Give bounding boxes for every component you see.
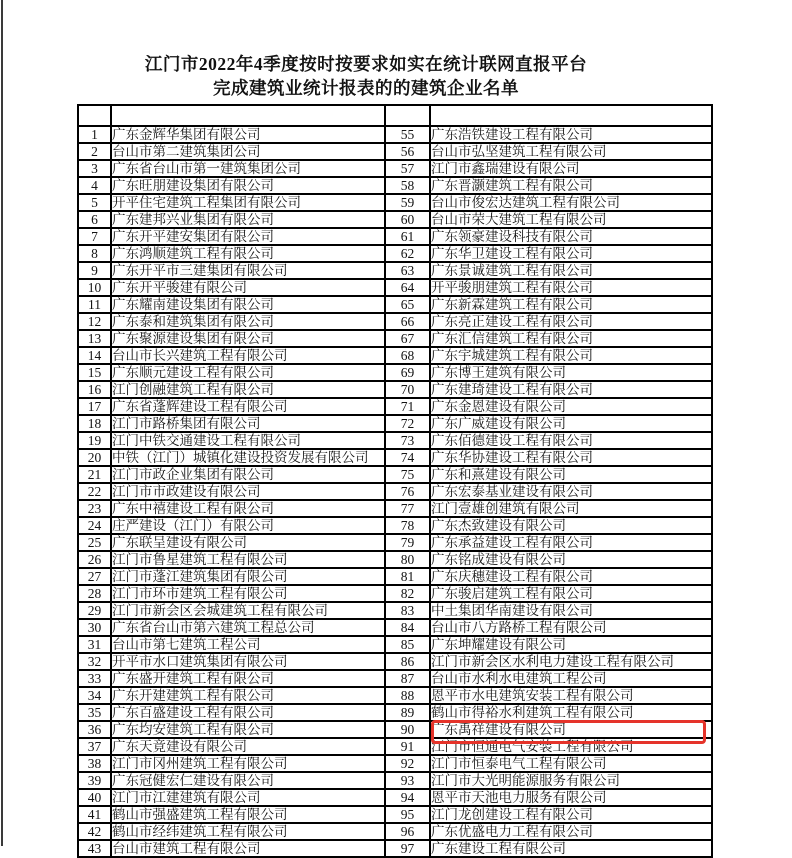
row-number-cell: 23 (78, 500, 111, 517)
page-title-line2: 完成建筑业统计报表的的建筑企业名单 (213, 77, 519, 98)
company-name-cell: 江门壹雄创建筑有限公司 (430, 500, 712, 517)
table-row (78, 483, 712, 500)
table-row (78, 636, 712, 653)
table-row (78, 330, 712, 347)
page-title (0, 53, 732, 100)
row-number-cell: 11 (78, 296, 111, 313)
table-row (78, 228, 712, 245)
table-row (78, 398, 712, 415)
company-name-cell: 广东天竟建设有限公司 (111, 738, 385, 755)
table-row (78, 296, 712, 313)
company-name-cell: 广东华卫建设工程有限公司 (430, 245, 712, 262)
row-number-cell: 95 (385, 806, 430, 823)
header-name-cell-left (111, 105, 385, 126)
row-number-cell: 32 (78, 653, 111, 670)
row-number-cell: 43 (78, 840, 111, 857)
table-row (78, 500, 712, 517)
table-row (78, 738, 712, 755)
row-number-cell: 10 (78, 279, 111, 296)
company-name-cell: 台山市俊宏达建筑工程有限公司 (430, 194, 712, 211)
row-number-cell: 59 (385, 194, 430, 211)
company-name-cell: 广东亮正建设工程有限公司 (430, 313, 712, 330)
table-row (78, 432, 712, 449)
row-number-cell: 3 (78, 160, 111, 177)
row-number-cell: 63 (385, 262, 430, 279)
table-row (78, 806, 712, 823)
row-number-cell: 73 (385, 432, 430, 449)
row-number-cell: 91 (385, 738, 430, 755)
company-name-cell: 广东金辉华集团有限公司 (111, 126, 385, 143)
row-number-cell: 92 (385, 755, 430, 772)
company-name-cell: 广东优盛电力工程有限公司 (430, 823, 712, 840)
row-number-cell: 2 (78, 143, 111, 160)
table-row (78, 721, 712, 738)
company-name-cell: 江门中铁交通建设工程有限公司 (111, 432, 385, 449)
table-row (78, 449, 712, 466)
table-row (78, 772, 712, 789)
company-name-cell: 广东均安建筑工程有限公司 (111, 721, 385, 738)
company-name-cell: 江门市蓬江建筑集团有限公司 (111, 568, 385, 585)
company-name-cell: 广东聚源建设集团有限公司 (111, 330, 385, 347)
table-row (78, 602, 712, 619)
table-row (78, 364, 712, 381)
row-number-cell: 35 (78, 704, 111, 721)
row-number-cell: 40 (78, 789, 111, 806)
row-number-cell: 36 (78, 721, 111, 738)
table-row (78, 177, 712, 194)
company-name-cell: 广东铭成建设有限公司 (430, 551, 712, 568)
company-name-cell: 广东汇信建筑工程有限公司 (430, 330, 712, 347)
row-number-cell: 38 (78, 755, 111, 772)
company-name-cell: 广东景诚建筑工程有限公司 (430, 262, 712, 279)
row-number-cell: 74 (385, 449, 430, 466)
table-header-row (78, 105, 712, 126)
company-name-cell: 开平骏朋建筑工程有限公司 (430, 279, 712, 296)
row-number-cell: 69 (385, 364, 430, 381)
row-number-cell: 41 (78, 806, 111, 823)
company-name-cell: 鹤山市得裕水利建筑工程有限公司 (430, 704, 712, 721)
row-number-cell: 34 (78, 687, 111, 704)
table-row (78, 415, 712, 432)
company-name-cell: 广东省台山市第六建筑工程总公司 (111, 619, 385, 636)
company-name-cell: 台山市八方路桥工程有限公司 (430, 619, 712, 636)
row-number-cell: 71 (385, 398, 430, 415)
company-name-cell: 江门市江建建筑有限公司 (111, 789, 385, 806)
row-number-cell: 39 (78, 772, 111, 789)
row-number-cell: 58 (385, 177, 430, 194)
row-number-cell: 20 (78, 449, 111, 466)
row-number-cell: 16 (78, 381, 111, 398)
company-name-cell: 广东省台山市第一建筑集团公司 (111, 160, 385, 177)
table-row (78, 160, 712, 177)
company-name-cell: 广东骏启建筑工程有限公司 (430, 585, 712, 602)
row-number-cell: 88 (385, 687, 430, 704)
company-name-cell: 广东建邦兴业集团有限公司 (111, 211, 385, 228)
table-row (78, 789, 712, 806)
row-number-cell: 64 (385, 279, 430, 296)
row-number-cell: 42 (78, 823, 111, 840)
row-number-cell: 62 (385, 245, 430, 262)
row-number-cell: 86 (385, 653, 430, 670)
table-row (78, 143, 712, 160)
company-name-cell: 广东佰德建设工程有限公司 (430, 432, 712, 449)
company-name-cell: 广东鸿顺建筑工程有限公司 (111, 245, 385, 262)
row-number-cell: 68 (385, 347, 430, 364)
company-name-cell: 广东耀南建设集团有限公司 (111, 296, 385, 313)
company-name-cell: 广东杰致建设有限公司 (430, 517, 712, 534)
company-name-cell: 广东新霖建筑工程有限公司 (430, 296, 712, 313)
company-name-cell: 台山市建筑工程有限公司 (111, 840, 385, 857)
company-name-cell: 江门市新会区会城建筑工程有限公司 (111, 602, 385, 619)
row-number-cell: 96 (385, 823, 430, 840)
company-name-cell: 广东百盛建设工程有限公司 (111, 704, 385, 721)
company-name-cell: 开平市水口建筑集团有限公司 (111, 653, 385, 670)
company-name-cell: 江门创融建筑工程有限公司 (111, 381, 385, 398)
company-name-cell: 江门市政企业集团有限公司 (111, 466, 385, 483)
table-row (78, 755, 712, 772)
row-number-cell: 6 (78, 211, 111, 228)
company-name-cell: 江门市市政建设有限公司 (111, 483, 385, 500)
table-row-partial (78, 840, 712, 857)
row-number-cell: 81 (385, 568, 430, 585)
company-name-cell: 江门市冈州建筑工程有限公司 (111, 755, 385, 772)
company-name-cell: 广东中禧建设工程有限公司 (111, 500, 385, 517)
row-number-cell: 67 (385, 330, 430, 347)
table-row (78, 585, 712, 602)
row-number-cell: 83 (385, 602, 430, 619)
company-name-cell: 台山市水利水电建筑工程公司 (430, 670, 712, 687)
row-number-cell: 12 (78, 313, 111, 330)
header-name-cell-right (430, 105, 712, 126)
row-number-cell: 25 (78, 534, 111, 551)
row-number-cell: 80 (385, 551, 430, 568)
company-name-cell: 江门市鲁星建筑工程有限公司 (111, 551, 385, 568)
company-name-cell: 广东禹祥建设有限公司 (430, 721, 712, 738)
row-number-cell: 22 (78, 483, 111, 500)
company-name-cell: 鹤山市强盛建筑工程有限公司 (111, 806, 385, 823)
company-name-cell: 广东博王建筑有限公司 (430, 364, 712, 381)
row-number-cell: 78 (385, 517, 430, 534)
table-row (78, 653, 712, 670)
company-name-cell: 广东顺元建设工程有限公司 (111, 364, 385, 381)
row-number-cell: 26 (78, 551, 111, 568)
row-number-cell: 66 (385, 313, 430, 330)
company-name-cell: 广东开平市三建集团有限公司 (111, 262, 385, 279)
table-row (78, 262, 712, 279)
row-number-cell: 94 (385, 789, 430, 806)
table-row (78, 823, 712, 840)
company-name-cell: 广东广威建设有限公司 (430, 415, 712, 432)
row-number-cell: 15 (78, 364, 111, 381)
row-number-cell: 56 (385, 143, 430, 160)
row-number-cell: 57 (385, 160, 430, 177)
row-number-cell: 27 (78, 568, 111, 585)
company-name-cell: 江门市大光明能源服务有限公司 (430, 772, 712, 789)
table-row (78, 347, 712, 364)
company-name-cell: 台山市长兴建筑工程有限公司 (111, 347, 385, 364)
table-row (78, 245, 712, 262)
company-name-cell: 江门市恒泰电气工程有限公司 (430, 755, 712, 772)
table-row (78, 211, 712, 228)
row-number-cell: 70 (385, 381, 430, 398)
row-number-cell: 7 (78, 228, 111, 245)
row-number-cell: 79 (385, 534, 430, 551)
row-number-cell: 33 (78, 670, 111, 687)
company-name-cell: 江门市路桥集团有限公司 (111, 415, 385, 432)
row-number-cell: 85 (385, 636, 430, 653)
table-row (78, 534, 712, 551)
company-name-cell: 庄严建设（江门）有限公司 (111, 517, 385, 534)
company-name-cell: 广东坤耀建设有限公司 (430, 636, 712, 653)
row-number-cell: 87 (385, 670, 430, 687)
company-name-cell: 恩平市水电建筑安装工程有限公司 (430, 687, 712, 704)
row-number-cell: 72 (385, 415, 430, 432)
table-row (78, 381, 712, 398)
row-number-cell: 13 (78, 330, 111, 347)
row-number-cell: 90 (385, 721, 430, 738)
company-name-cell: 开平住宅建筑工程集团有限公司 (111, 194, 385, 211)
company-name-cell: 中土集团华南建设有限公司 (430, 602, 712, 619)
company-name-cell: 台山市第七建筑工程公司 (111, 636, 385, 653)
row-number-cell: 1 (78, 126, 111, 143)
row-number-cell: 84 (385, 619, 430, 636)
company-name-cell: 广东金恩建设有限公司 (430, 398, 712, 415)
company-name-cell: 广东承益建设工程有限公司 (430, 534, 712, 551)
company-name-cell: 广东宏泰基业建设有限公司 (430, 483, 712, 500)
table-row (78, 194, 712, 211)
company-name-cell: 广东浩铁建设工程有限公司 (430, 126, 712, 143)
table-row (78, 126, 712, 143)
company-name-cell: 广东开建建筑工程有限公司 (111, 687, 385, 704)
row-number-cell: 8 (78, 245, 111, 262)
row-number-cell: 19 (78, 432, 111, 449)
company-name-cell: 广东华协建设工程有限公司 (430, 449, 712, 466)
company-name-cell: 江门市新会区水利电力建设工程有限公司 (430, 653, 712, 670)
row-number-cell: 18 (78, 415, 111, 432)
page-title-line1: 江门市2022年4季度按时按要求如实在统计联网直报平台 (144, 54, 588, 74)
row-number-cell: 24 (78, 517, 111, 534)
company-name-cell: 中铁（江门）城镇化建设投资发展有限公司 (111, 449, 385, 466)
row-number-cell: 17 (78, 398, 111, 415)
company-name-cell: 广东联呈建设有限公司 (111, 534, 385, 551)
company-name-cell: 广东泰和建筑集团有限公司 (111, 313, 385, 330)
company-name-cell: 广东旺朋建设集团有限公司 (111, 177, 385, 194)
row-number-cell: 82 (385, 585, 430, 602)
table-row (78, 687, 712, 704)
row-number-cell: 4 (78, 177, 111, 194)
table-body (78, 105, 712, 857)
row-number-cell: 77 (385, 500, 430, 517)
row-number-cell: 61 (385, 228, 430, 245)
row-number-cell: 89 (385, 704, 430, 721)
company-name-cell: 广东盛开建筑工程有限公司 (111, 670, 385, 687)
company-name-cell: 台山市第二建筑集团公司 (111, 143, 385, 160)
company-name-cell: 台山市荣大建筑工程有限公司 (430, 211, 712, 228)
company-name-cell: 广东建设工程有限公司 (430, 840, 712, 857)
table-row (78, 670, 712, 687)
company-name-cell: 广东冠健宏仁建设有限公司 (111, 772, 385, 789)
table-row (78, 466, 712, 483)
table-row (78, 568, 712, 585)
row-number-cell: 65 (385, 296, 430, 313)
row-number-cell: 14 (78, 347, 111, 364)
table-row (78, 517, 712, 534)
row-number-cell: 31 (78, 636, 111, 653)
company-name-cell: 广东领豪建设科技有限公司 (430, 228, 712, 245)
company-name-cell: 广东庆穗建设工程有限公司 (430, 568, 712, 585)
row-number-cell: 29 (78, 602, 111, 619)
company-name-cell: 台山市弘坚建筑工程有限公司 (430, 143, 712, 160)
company-name-cell: 广东建琦建设工程有限公司 (430, 381, 712, 398)
company-name-cell: 广东开平建安集团有限公司 (111, 228, 385, 245)
company-name-cell: 鹤山市经纬建筑工程有限公司 (111, 823, 385, 840)
row-number-cell: 28 (78, 585, 111, 602)
row-number-cell: 21 (78, 466, 111, 483)
company-name-cell: 广东和熹建设有限公司 (430, 466, 712, 483)
table-row (78, 279, 712, 296)
company-name-cell: 江门市环市建筑工程有限公司 (111, 585, 385, 602)
header-number-cell-left (78, 105, 111, 126)
row-number-cell: 75 (385, 466, 430, 483)
row-number-cell: 97 (385, 840, 430, 857)
row-number-cell: 37 (78, 738, 111, 755)
table-row (78, 704, 712, 721)
table-row (78, 551, 712, 568)
companies-table (77, 104, 713, 858)
company-name-cell: 广东晋灏建筑工程有限公司 (430, 177, 712, 194)
company-name-cell: 江门市鑫瑞建设有限公司 (430, 160, 712, 177)
page-left-edge-line (1, 0, 3, 846)
header-number-cell-right (385, 105, 430, 126)
row-number-cell: 93 (385, 772, 430, 789)
row-number-cell: 9 (78, 262, 111, 279)
table-row (78, 619, 712, 636)
company-name-cell: 广东省蓬辉建设工程有限公司 (111, 398, 385, 415)
company-name-cell: 江门市恒通电气安装工程有限公司 (430, 738, 712, 755)
row-number-cell: 55 (385, 126, 430, 143)
company-name-cell: 广东开平骏建有限公司 (111, 279, 385, 296)
company-name-cell: 广东宇城建筑工程有限公司 (430, 347, 712, 364)
row-number-cell: 5 (78, 194, 111, 211)
company-name-cell: 恩平市天池电力服务有限公司 (430, 789, 712, 806)
row-number-cell: 76 (385, 483, 430, 500)
company-name-cell: 江门龙创建设工程有限公司 (430, 806, 712, 823)
row-number-cell: 60 (385, 211, 430, 228)
table-row (78, 313, 712, 330)
row-number-cell: 30 (78, 619, 111, 636)
